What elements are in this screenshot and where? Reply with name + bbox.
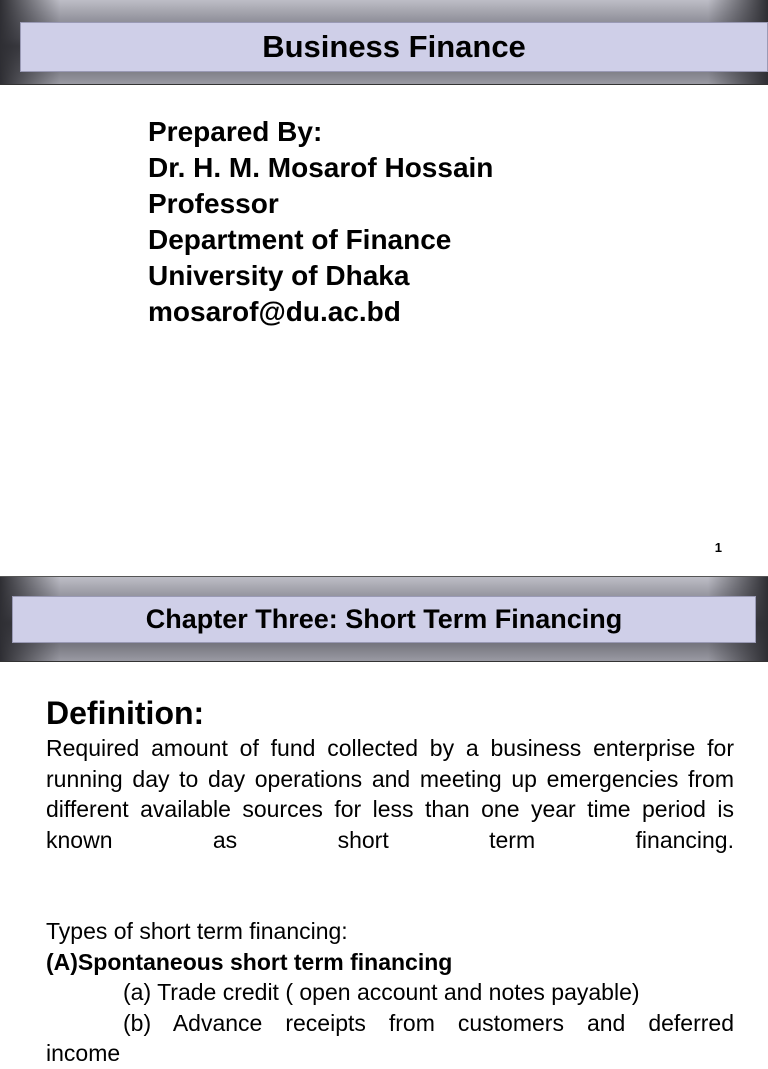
slide-title: Business Finance [20,22,768,72]
prepared-by-label: Prepared By: [148,116,323,147]
list-item: (b) Advance receipts from customers and deferred [123,1009,734,1036]
page-number: 1 [714,540,722,555]
definition-heading: Definition: [46,695,205,731]
author-name: Dr. H. M. Mosarof Hossain [148,152,494,183]
author-email: mosarof@du.ac.bd [148,296,401,327]
slide-content [46,693,734,1069]
author-title: Professor [148,188,279,219]
author-university: University of Dhaka [148,260,410,291]
slide-2 [0,576,768,1067]
list-item-continuation: income [46,1040,121,1067]
definition-text: Required amount of fund collected by a business enterprise for running day to day operations and meeting up emergencies from different available sources for less than one year time period is known as short term financing. [46,735,734,853]
types-intro: Types of short term financing: [46,917,348,944]
slide-title: Chapter Three: Short Term Financing [12,596,756,643]
author-info [148,114,493,330]
category-a-heading: (A)Spontaneous short term financing [46,948,453,975]
list-item: (a) Trade credit ( open account and notes payable) [123,979,640,1006]
title-band [0,0,768,85]
title-band [0,577,768,662]
author-department: Department of Finance [148,224,452,255]
